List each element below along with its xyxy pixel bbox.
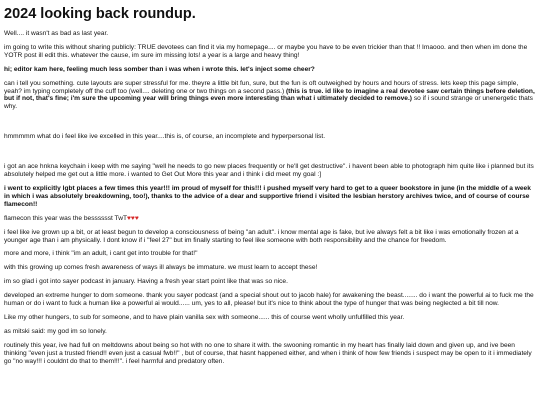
layouts-text: can i tell you something. cute layouts are super stressful for me. theyre a little bit fun, sure, but the fun is oft outweighed by hours and hours of stress. lets keep this page simple, yeah? im typing completely off the cuff too (well.... deleting one or two things on a second pass.) <box>4 79 519 95</box>
paragraph-mitski: as mitski said: my god im so lonely. <box>4 327 107 335</box>
paragraph-lgbt-places: i went to explicitly lgbt places a few times this year!!! im proud of myself for this!!! i pushed myself very hard to get to a queer bookstore in june (in the middle of a week in which i was absolutely breakdowning, too!), thanks to the advice of a dear and supportive friend i visited the lesbian herstory archives twice, and of course of course flamecon!! <box>4 184 531 208</box>
paragraph-sharing: im going to write this without sharing publicly: TRUE devotees can find it via my homepage.... or maybe you have to be even trickier than that !! Imaooo. and then when im done the YOTR post ill edit this. whatever the cause, im sure im missing lots! a year is a large and heavy thing! <box>4 43 528 59</box>
paragraph-excelled: hmmmmm what do i feel like ive excelled in this year....this is, of course, an incomplete and hyperpersonal list. <box>4 133 326 141</box>
page-title: 2024 looking back roundup. <box>4 6 196 22</box>
flamecon-text: flamecon this year was the besssssst TwT <box>4 214 128 222</box>
layouts-text-end: so if i sound strange or unenergetic thats why. <box>4 95 533 111</box>
paragraph-other-hungers: Like my other hungers, to sub for someone, and to have plain vanilla sex with someone...... this of course went wholly unfulfilled this year. <box>4 313 405 321</box>
layouts-bold-aside: (this is true. id like to imagine a real devotee saw certain things before deletion, but if not, that's fine; i'm sure the upcoming year will bring things even more interesting than what i ultimately decided to remove.) <box>4 87 535 103</box>
paragraph-editor-note: hi; editor kam here, feeling much less somber than i was when i wrote this. let's inject some cheer? <box>4 65 315 73</box>
paragraph-immature: with this growing up comes fresh awareness of ways ill always be immature. we must learn to accept these! <box>4 264 318 272</box>
paragraph-adult: more and more, i think "im an adult, i cant get into trouble for that!" <box>4 250 198 258</box>
paragraph-keychain: i got an ace hnkna keychain i keep with me saying "well he needs to go new places frequently or he'll get destructive". i havent been able to photograph him quite like i planned but its absolutely helped me get out a little more. i wanted to Get Out More this year and i think i did meet my goal :] <box>4 163 534 179</box>
paragraph-intro: Well.... it wasn't as bad as last year. <box>4 30 109 37</box>
hearts-icon: ♥♥♥ <box>127 214 139 222</box>
paragraph-podcast: im so glad i got into sayer podcast in january. Having a fresh year start point like that was so nice. <box>4 278 288 286</box>
paragraph-hunger: developed an extreme hunger to dom someone. thank you sayer podcast (and a special shout out to jacob hale) for awakening the beast........ do i want the powerful ai to fuck me the human or do i want to fuck a human like a powerful ai would...... um, yes to all, please! but it's nice to think about the type of hunger that was being neglected a bit till now. <box>4 292 534 308</box>
paragraph-meltdowns: routinely this year, ive had full on meltdowns about being so hot with no one to share it with. the swooning romantic in my heart has finally laid down and given up, and ive been thinking "even just a trusted friend!! even just a casual fwb!!" , but of course, that hasnt happened either, and when i think of how few friends i suspect may be open to it i immediately go "no way!!! i couldnt do that to them!!!". i feel harmful and predatory often. <box>4 341 532 365</box>
paragraph-flamecon <box>4 215 536 223</box>
paragraph-grown-up: i feel like ive grown up a bit, or at least begun to develop a consciousness of being "an adult". i know mental age is fake, but ive always felt a bit like i was emotionally frozen at a younger age than i am physically. I dont know if i "feel 27" but im finally starting to feel like someone with both responsibility and the chance for freedom. <box>4 228 519 244</box>
paragraph-layouts <box>4 80 536 112</box>
